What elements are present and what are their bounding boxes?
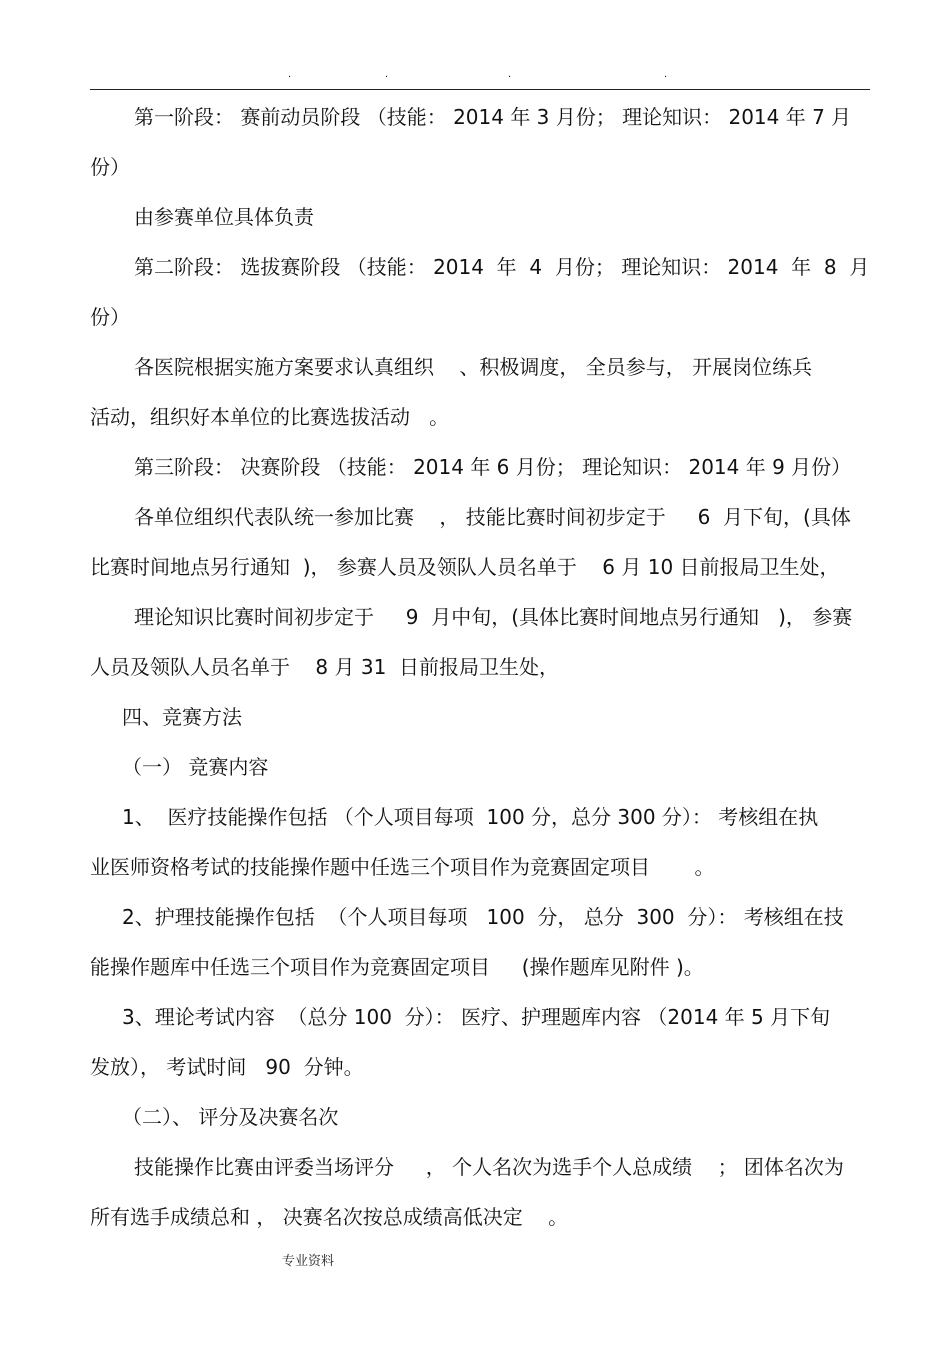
header-dot: .: [508, 69, 512, 80]
paragraph-line: 1、 医疗技能操作包括 （个人项目每项 100 分，总分 300 分）： 考核组在执: [122, 805, 819, 829]
paragraph-line: 技能操作比赛由评委当场评分 ， 个人名次为选手个人总成绩 ； 团体名次为: [134, 1155, 844, 1179]
section-heading: 四、竞赛方法: [122, 705, 242, 729]
paragraph-line: 所有选手成绩总和 ， 决赛名次按总成绩高低决定 。: [90, 1205, 569, 1229]
paragraph-line: 业医师资格考试的技能操作题中任选三个项目作为竞赛固定项目 。: [90, 855, 715, 879]
paragraph-line: 各单位组织代表队统一参加比赛 ， 技能比赛时间初步定于 6 月下旬，(具体: [134, 505, 851, 529]
header-dot: .: [664, 69, 668, 80]
paragraph-line: 比赛时间地点另行通知 )， 参赛人员及领队人员名单于 6 月 10 日前报局卫生处，: [90, 555, 840, 579]
paragraph-line: 第三阶段： 决赛阶段 （技能： 2014 年 6 月份； 理论知识： 2014 年 9 月份）: [134, 455, 852, 479]
paragraph-line: 活动，组织好本单位的比赛选拔活动 。: [90, 405, 450, 429]
paragraph-line: 份）: [90, 155, 130, 179]
paragraph-line: 理论知识比赛时间初步定于 9 月中旬，(具体比赛时间地点另行通知 )， 参赛: [134, 605, 853, 629]
page-footer: 专业资料: [282, 1254, 335, 1269]
header-rule: [90, 89, 870, 90]
paragraph-line: 3、理论考试内容 （总分 100 分）： 医疗、护理题库内容 （2014 年 5 月下旬: [122, 1005, 831, 1029]
paragraph-line: 份）: [90, 305, 130, 329]
paragraph-line: 2、护理技能操作包括 （个人项目每项 100 分， 总分 300 分）： 考核组在技: [122, 905, 844, 929]
subsection-heading: （一） 竞赛内容: [122, 755, 269, 779]
header-dots: [0, 70, 950, 84]
paragraph-line: 发放）， 考试时间 90 分钟。: [90, 1055, 364, 1079]
paragraph-line: 第二阶段： 选拔赛阶段 （技能： 2014 年 4 月份； 理论知识： 2014 年 8 月: [134, 255, 870, 279]
paragraph-line: 能操作题库中任选三个项目作为竞赛固定项目 (操作题库见附件 )。: [90, 955, 704, 979]
header-dot: .: [288, 69, 292, 80]
header-dot: .: [385, 69, 389, 80]
paragraph-line: 各医院根据实施方案要求认真组织 、积极调度， 全员参与， 开展岗位练兵: [134, 355, 813, 379]
paragraph-line: 人员及领队人员名单于 8 月 31 日前报局卫生处，: [90, 655, 560, 679]
paragraph-line: 第一阶段： 赛前动员阶段 （技能： 2014 年 3 月份； 理论知识： 2014 年 7 月: [134, 105, 852, 129]
paragraph-line: 由参赛单位具体负责: [134, 205, 314, 229]
subsection-heading: （二）、 评分及决赛名次: [122, 1105, 339, 1129]
